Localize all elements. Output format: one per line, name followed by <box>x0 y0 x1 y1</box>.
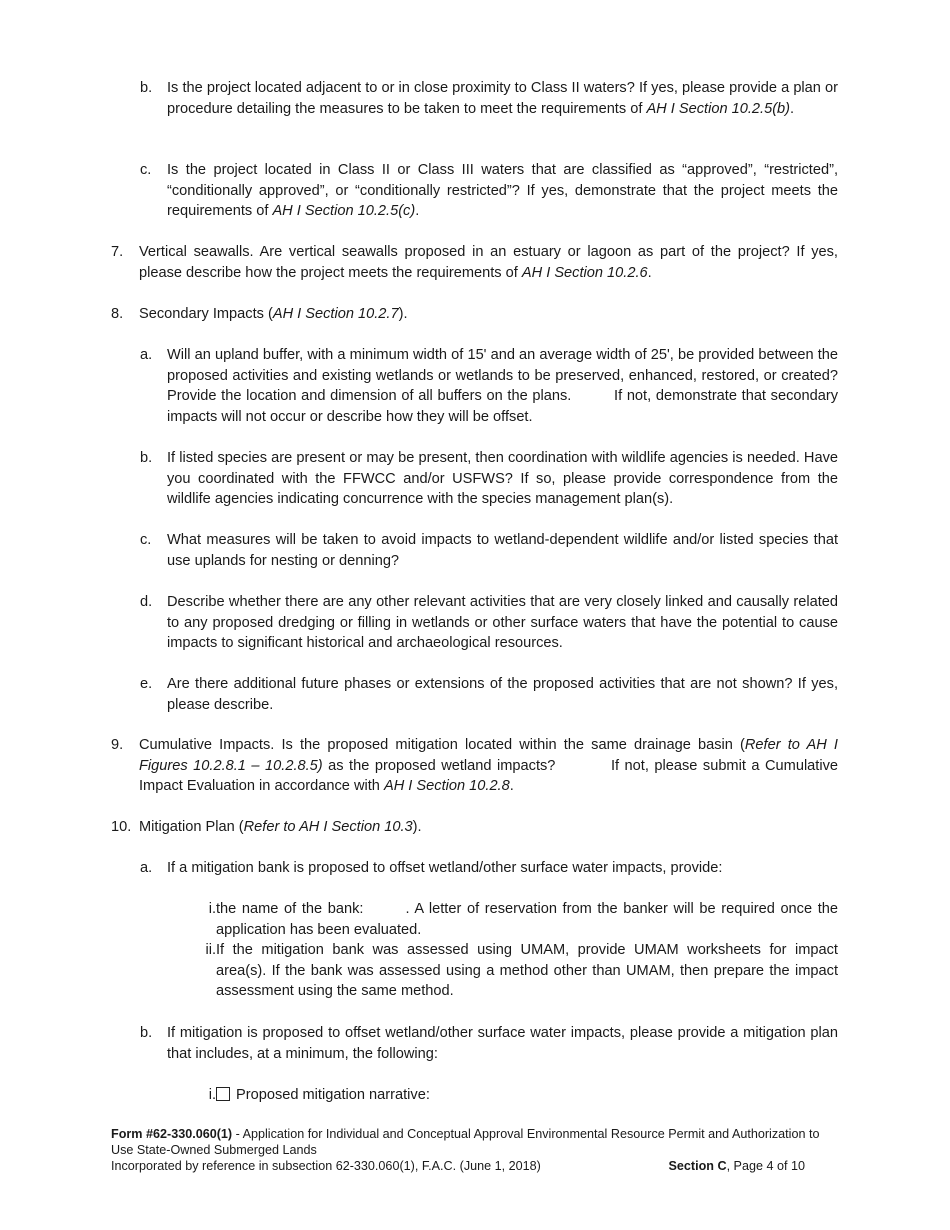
section-reference: AH I Section 10.2.8 <box>383 778 510 795</box>
list-marker: e. <box>140 676 153 692</box>
section-reference: AH I Section 10.2.5(b) <box>646 100 791 117</box>
section-reference: AH I Section 10.2.5(c) <box>272 203 416 220</box>
question-text: If mitigation is proposed to offset wetland/other surface water impacts, please provide a mitigation plan that includes, at a minimum, the following: <box>167 1025 838 1062</box>
footer-bottom-line <box>111 1158 838 1174</box>
section-reference: AH I Section 10.2.6 <box>521 264 648 281</box>
page-number: , Page 4 of 10 <box>726 1159 805 1173</box>
list-marker: i. <box>208 1087 216 1103</box>
question-text: Are there additional future phases or extensions of the proposed activities that are not shown? If yes, please describe. <box>167 676 838 713</box>
form-number: Form #62-330.060(1) <box>111 1127 233 1141</box>
question-text: Mitigation Plan (Refer to AH I Section 10.3). <box>139 819 422 835</box>
list-marker: d. <box>140 594 153 610</box>
incorporated-text: Incorporated by reference in subsection 62-330.060(1), F.A.C. (June 1, 2018) <box>111 1159 541 1173</box>
list-marker: b. <box>140 450 153 466</box>
question-text: the name of the bank: . A letter of reservation from the banker will be required once the application has been evaluated. <box>216 901 838 938</box>
mitigation-narrative-checkbox[interactable] <box>216 1087 230 1101</box>
list-marker: 10. <box>111 819 132 835</box>
question-text: What measures will be taken to avoid impacts to wetland-dependent wildlife and/or listed species that use uplands for nesting or denning? <box>167 532 838 569</box>
page-indicator <box>668 1158 805 1174</box>
list-marker: 8. <box>111 306 124 322</box>
list-marker: b. <box>140 1025 153 1041</box>
footer-form-line <box>111 1126 838 1158</box>
question-text: Secondary Impacts (AH I Section 10.2.7). <box>139 306 408 322</box>
list-marker: ii. <box>205 942 216 958</box>
section-label: Section C <box>668 1159 727 1173</box>
list-marker: a. <box>140 347 153 363</box>
list-marker: c. <box>140 162 152 178</box>
list-marker: a. <box>140 860 153 876</box>
question-text: Is the project located in Class II or Class III waters that are classified as “approved”, “restricted”, “conditionally approved”, or “conditionally restricted”? If yes, demonstrate that the project meets the requirements of AH I Section 10.2.5(c). <box>167 162 838 220</box>
question-text: Cumulative Impacts. Is the proposed mitigation located within the same drainage basin (Refer to AH I Figures 10.2.8.1 – 10.2.8.5) as the proposed wetland impacts? If not, please submit a Cumulative Impact Evaluation in accordance with AH I Section 10.2.8. <box>139 737 839 795</box>
section-reference: Refer to AH I Section 10.3 <box>243 819 413 835</box>
question-text: If a mitigation bank is proposed to offset wetland/other surface water impacts, provide: <box>167 860 723 876</box>
form-footer <box>111 1126 838 1174</box>
question-text: Vertical seawalls. Are vertical seawalls proposed in an estuary or lagoon as part of the project? If yes, please describe how the project meets the requirements of AH I Section 10.2.6. <box>139 244 838 281</box>
question-text: If the mitigation bank was assessed using UMAM, provide UMAM worksheets for impact area(s). If the bank was assessed using a method other than UMAM, then prepare the impact assessment using the same method. <box>216 942 838 1000</box>
question-text: Describe whether there are any other relevant activities that are very closely linked and causally related to any proposed dredging or filling in wetlands or other surface waters that have the potential to cause impacts to significant historical and archaeological resources. <box>167 594 838 652</box>
question-text: Will an upland buffer, with a minimum width of 15' and an average width of 25', be provided between the proposed activities and existing wetlands or wetlands to be preserved, enhanced, restored, or created? Provide the location and dimension of all buffers on the plans. If not, demonstrate that secondary impacts will not occur or describe how they will be offset. <box>167 347 838 426</box>
question-text: If listed species are present or may be present, then coordination with wildlife agencies is needed. Have you coordinated with the FFWCC and/or USFWS? If so, please provide correspondence from the wildlife agencies indicating concurrence with the species management plan(s). <box>167 450 838 508</box>
list-marker: i. <box>208 901 216 917</box>
question-text: Proposed mitigation narrative: <box>216 1085 838 1106</box>
list-marker: c. <box>140 532 152 548</box>
list-marker: 9. <box>111 737 124 753</box>
section-reference: AH I Section 10.2.7 <box>272 306 399 322</box>
list-marker: 7. <box>111 244 124 260</box>
figure-reference: Refer to AH I Figures 10.2.8.1 – 10.2.8.5) <box>139 737 838 774</box>
list-marker: b. <box>140 80 153 96</box>
question-text: Is the project located adjacent to or in close proximity to Class II waters? If yes, please provide a plan or procedure detailing the measures to be taken to meet the requirements of AH I Section 10.2.5(b). <box>167 80 838 117</box>
form-title: - Application for Individual and Conceptual Approval Environmental Resource Permit and Authorization to Use State-Owned Submerged Lands <box>111 1127 820 1157</box>
